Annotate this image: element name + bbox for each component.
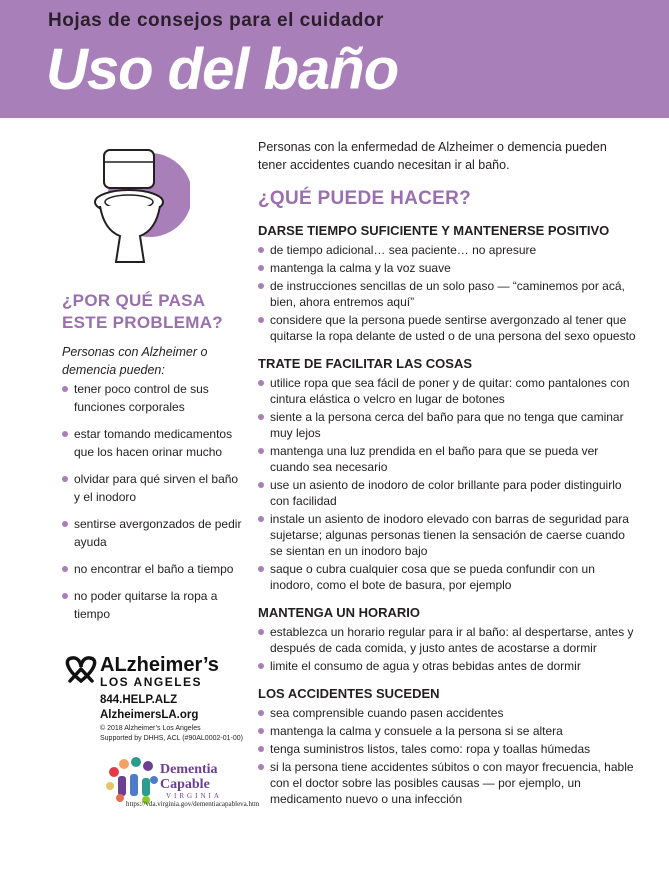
list-item: olvidar para qué sirven el baño y el inodoro	[62, 470, 242, 506]
section-heading: LOS ACCIDENTES SUCEDEN	[258, 686, 440, 701]
header-subtitle: Hojas de consejos para el cuidador	[48, 10, 384, 31]
main-content	[258, 138, 638, 819]
list-item: mantenga una luz prendida en el baño para que se pueda ver cuando sea necesario	[258, 443, 638, 475]
section-heading: TRATE DE FACILITAR LAS COSAS	[258, 356, 473, 371]
section-schedule	[258, 605, 638, 674]
section-heading: DARSE TIEMPO SUFICIENTE Y MANTENERSE POSITIVO	[258, 223, 610, 238]
list-item: considere que la persona puede sentirse avergonzado al tener que quitarse la ropa delante de usted o de una persona del sexo opuesto	[258, 312, 638, 344]
list-item: utilice ropa que sea fácil de poner y de quitar: como pantalones con cintura elástica o velcro en lugar de botones	[258, 375, 638, 407]
org-sub: LOS ANGELES	[100, 675, 203, 689]
toilet-illustration	[90, 140, 190, 270]
dc-line2: Capable	[160, 777, 210, 792]
list-item: sentirse avergonzados de pedir ayuda	[62, 515, 242, 551]
list-item: tener poco control de sus funciones corporales	[62, 380, 242, 416]
list-item: si la persona tiene accidentes súbitos o con mayor frecuencia, hable con el doctor sobre las posibles causas — por ejemplo, un medicamento nuevo o una infección	[258, 759, 638, 807]
list-item: de tiempo adicional… sea paciente… no apresure	[258, 242, 638, 258]
contact-block	[100, 693, 198, 723]
list-item: no poder quitarse la ropa a tiempo	[62, 587, 242, 623]
list-item: mantenga la calma y la voz suave	[258, 260, 638, 276]
dc-line1: Dementia	[160, 762, 218, 777]
org-name: ALzheimer’s	[100, 654, 219, 676]
section-heading: MANTENGA UN HORARIO	[258, 605, 421, 620]
list-item: siente a la persona cerca del baño para que no tenga que caminar muy lejos	[258, 409, 638, 441]
list-item: limite el consumo de agua y otras bebidas antes de dormir	[258, 658, 638, 674]
list-item: mantenga la calma y consuele a la persona si se altera	[258, 723, 638, 739]
section-positive	[258, 223, 638, 344]
why-list	[62, 380, 242, 632]
why-intro: Personas con Alzheimer o demencia pueden:	[62, 345, 208, 377]
section-easier	[258, 356, 638, 593]
support-note: Supported by DHHS, ACL (#90AL0002-01-00)	[100, 735, 243, 742]
copyright-block	[100, 724, 243, 744]
header-banner	[0, 0, 669, 118]
list-item: establezca un horario regular para ir al baño: al despertarse, antes y después de cada comida, y justo antes de acostarse a dormir	[258, 624, 638, 656]
dementia-capable-text	[160, 762, 222, 800]
list-item: instale un asiento de inodoro elevado con barras de seguridad para sujetarse; algunas personas tienen la sensación de caerse cuando se sientan en un inodoro bajo	[258, 511, 638, 559]
section-accidents	[258, 686, 638, 807]
main-heading: ¿QUÉ PUEDE HACER?	[258, 188, 472, 209]
dc-line3: VIRGINIA	[166, 792, 222, 800]
list-item: tenga suministros listos, tales como: ropa y toallas húmedas	[258, 741, 638, 757]
page-title: Uso del baño	[46, 37, 399, 102]
list-item: saque o cubra cualquier cosa que se pueda confundir con un inodoro, como el bote de basura, por ejemplo	[258, 561, 638, 593]
alzheimers-la-logo	[62, 655, 242, 689]
list-item: estar tomando medicamentos que los hacen orinar mucho	[62, 425, 242, 461]
list-item: sea comprensible cuando pasen accidentes	[258, 705, 638, 721]
why-heading: ¿POR QUÉ PASA ESTE PROBLEMA?	[62, 291, 223, 332]
ribbon-icon	[62, 655, 100, 685]
phone: 844.HELP.ALZ	[100, 694, 178, 706]
intro-paragraph: Personas con la enfermedad de Alzheimer o demencia pueden tener accidentes cuando necesitan ir al baño.	[258, 140, 607, 172]
list-item: de instrucciones sencillas de un solo paso — “caminemos por acá, bien, ahora entremos aquí”	[258, 278, 638, 310]
dementia-capable-url: https://vda.virginia.gov/dementiacapableva.htm	[126, 800, 260, 808]
copyright: © 2018 Alzheimer’s Los Angeles	[100, 725, 201, 732]
list-item: no encontrar el baño a tiempo	[62, 560, 242, 578]
list-item: use un asiento de inodoro de color brillante para poder distinguirlo con facilidad	[258, 477, 638, 509]
website: AlzheimersLA.org	[100, 709, 199, 721]
